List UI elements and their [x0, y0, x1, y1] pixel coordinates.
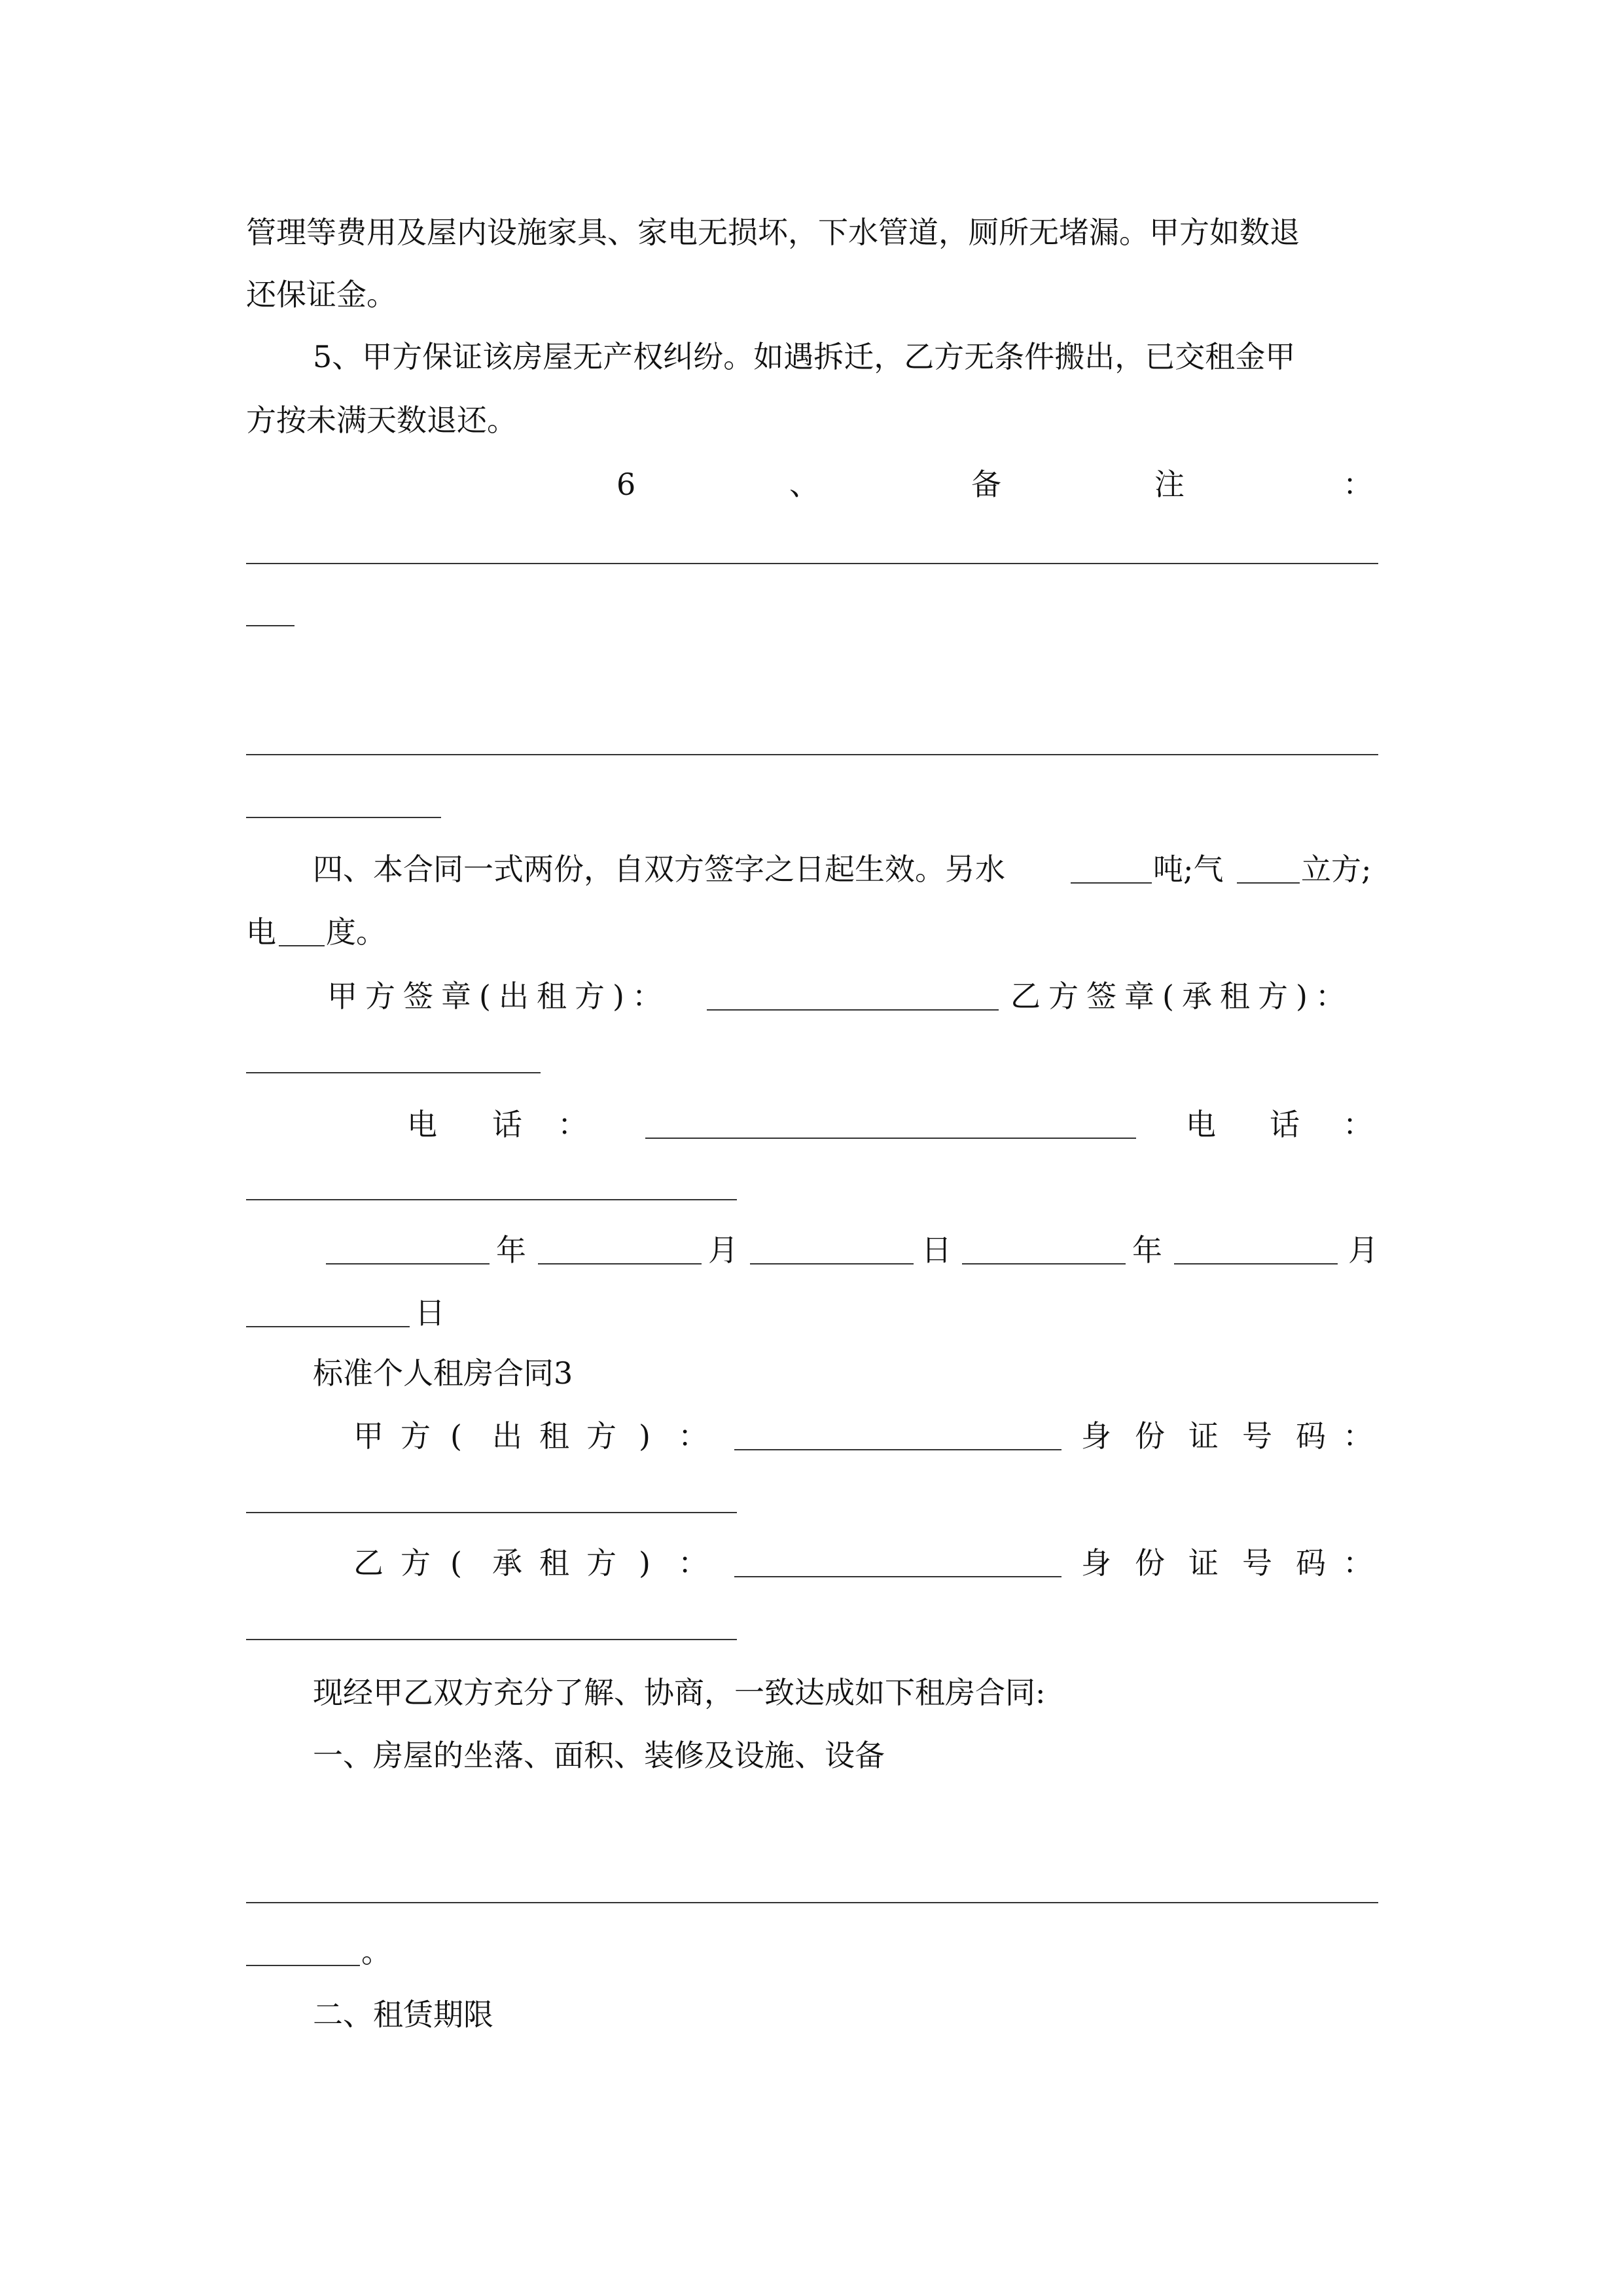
remark-char-1: 备 [971, 467, 1001, 502]
date-b-day-unit: 日 [415, 1295, 445, 1331]
clause-4-continued-line1: 管理等费用及屋内设施家具、家电无损坏，下水管道，厕所无堵漏。甲方如数退 [246, 215, 1300, 250]
phone-b-blank[interactable] [246, 1199, 737, 1200]
party-a-char-2: 方 [401, 1418, 431, 1454]
remark-blank-line-2-tail[interactable] [246, 817, 441, 818]
party-b-char-2: 方 [401, 1545, 431, 1581]
date-b-year-blank[interactable] [962, 1263, 1126, 1265]
party-b-char-6: 方 [586, 1545, 616, 1581]
clause-four-gas-unit: 立方; [1301, 852, 1372, 887]
id-a-char-2: 份 [1135, 1418, 1165, 1454]
remark-blank-line-2[interactable] [246, 754, 1378, 755]
id-a-char-4: 号 [1242, 1418, 1272, 1454]
section-1-heading: 一、房屋的坐落、面积、装修及设施、设备 [313, 1738, 885, 1773]
id-a-colon: ： [1343, 1418, 1373, 1454]
party-a-name-blank[interactable] [734, 1449, 1061, 1450]
party-a-char-5: 租 [539, 1418, 569, 1454]
section-1-blank-tail[interactable] [246, 1965, 360, 1966]
clause-5-line1: 5、甲方保证该房屋无产权纠纷。如遇拆迁，乙方无条件搬出，已交租金甲 [313, 339, 1296, 374]
party-b-char-1: 乙 [353, 1545, 383, 1581]
phone-b-char-2: 话 [1270, 1107, 1300, 1142]
party-b-signature-label: 乙方签章(承租方)： [1010, 978, 1353, 1014]
phone-a-char-2: 话 [492, 1107, 522, 1142]
party-a-char-3: ( [450, 1418, 462, 1454]
party-b-char-7: ) [639, 1545, 651, 1581]
party-a-char-1: 甲 [353, 1418, 383, 1454]
party-b-name-blank[interactable] [734, 1576, 1061, 1577]
remark-char-2: 注 [1154, 467, 1185, 502]
id-b-char-3: 证 [1188, 1545, 1219, 1581]
gas-volume-blank[interactable] [1237, 882, 1300, 884]
date-a-month-unit: 月 [708, 1232, 738, 1268]
id-b-char-4: 号 [1242, 1545, 1272, 1581]
date-a-year-unit: 年 [496, 1232, 526, 1268]
date-a-day-blank[interactable] [750, 1263, 914, 1265]
id-a-char-1: 身 [1081, 1418, 1111, 1454]
party-a-char-6: 方 [586, 1418, 616, 1454]
clause-four-electric-unit: 度。 [326, 914, 386, 950]
date-b-year-unit: 年 [1132, 1232, 1162, 1268]
party-a-char-7: ) [639, 1418, 651, 1454]
remark-colon: ： [1343, 467, 1373, 502]
party-a-signature-blank[interactable] [707, 1009, 999, 1011]
section-2-heading: 二、租赁期限 [313, 1997, 493, 2032]
party-b-char-4: 承 [492, 1545, 522, 1581]
remark-blank-line-1[interactable] [246, 563, 1378, 564]
water-tons-blank[interactable] [1071, 882, 1152, 884]
party-a-colon: ： [678, 1418, 708, 1454]
date-a-year-blank[interactable] [326, 1263, 490, 1265]
id-a-char-5: 码 [1296, 1418, 1326, 1454]
remark-number: 6 [616, 467, 636, 502]
party-b-char-5: 租 [539, 1545, 569, 1581]
phone-b-char-1: 电 [1186, 1107, 1216, 1142]
id-b-colon: ： [1343, 1545, 1373, 1581]
date-a-month-blank[interactable] [538, 1263, 702, 1265]
remark-sep: 、 [789, 467, 819, 502]
contract-3-intro: 现经甲乙双方充分了解、协商，一致达成如下租房合同: [313, 1675, 1046, 1710]
phone-b-colon: ： [1343, 1107, 1373, 1142]
clause-four-electric-label: 电 [246, 914, 276, 950]
id-b-char-2: 份 [1135, 1545, 1165, 1581]
electric-degree-blank[interactable] [279, 945, 325, 946]
clause-5-line2: 方按未满天数退还。 [246, 403, 517, 438]
date-b-month-unit: 月 [1348, 1232, 1378, 1268]
phone-a-colon: ： [558, 1107, 588, 1142]
party-b-colon: ： [678, 1545, 708, 1581]
id-b-char-1: 身 [1081, 1545, 1111, 1581]
section-1-blank-line[interactable] [246, 1902, 1378, 1903]
party-b-signature-blank[interactable] [246, 1072, 541, 1073]
party-b-char-3: ( [450, 1545, 462, 1581]
clause-6-remark [246, 465, 1378, 504]
contract-3-title: 标准个人租房合同3 [313, 1355, 573, 1391]
clause-four-text: 四、本合同一式两份，自双方签字之日起生效。另水 [313, 852, 1005, 887]
date-b-month-blank[interactable] [1174, 1263, 1338, 1265]
id-a-char-3: 证 [1188, 1418, 1219, 1454]
date-a-day-unit: 日 [921, 1232, 952, 1268]
clause-4-continued-line2: 还保证金。 [246, 277, 397, 312]
date-b-day-blank[interactable] [246, 1326, 410, 1327]
phone-a-blank[interactable] [645, 1138, 1136, 1139]
id-b-char-5: 码 [1296, 1545, 1326, 1581]
party-a-signature-label: 甲方签章(出租方)： [327, 978, 670, 1014]
party-b-id-blank[interactable] [246, 1639, 737, 1640]
party-a-char-4: 出 [492, 1418, 522, 1454]
clause-four-water-unit: 吨;气 [1153, 852, 1224, 887]
remark-blank-line-1-tail[interactable] [246, 625, 294, 626]
phone-a-char-1: 电 [407, 1107, 437, 1142]
section-1-end-mark: 。 [361, 1934, 391, 1969]
party-a-id-blank[interactable] [246, 1512, 737, 1513]
